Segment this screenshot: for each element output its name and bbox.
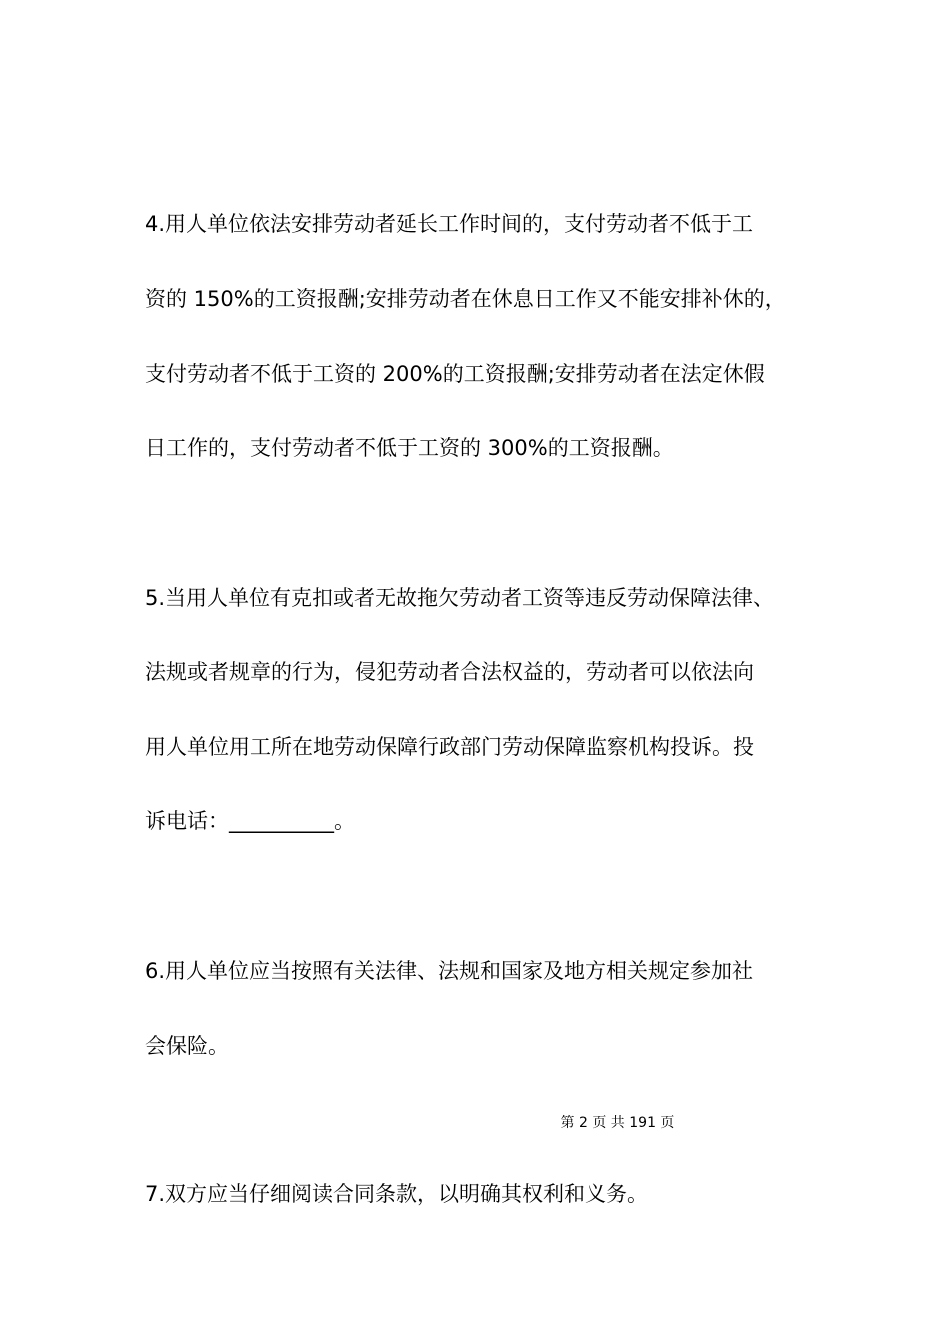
- paragraph-line: 4.用人单位依法安排劳动者延长工作时间的，支付劳动者不低于工: [145, 212, 754, 236]
- paragraph-line: 日工作的，支付劳动者不低于工资的 300%的工资报酬。: [145, 436, 674, 460]
- paragraph-line: 用人单位用工所在地劳动保障行政部门劳动保障监察机构投诉。投: [145, 735, 754, 759]
- paragraph-line: 7.双方应当仔细阅读合同条款，以明确其权利和义务。: [145, 1182, 649, 1206]
- paragraph-line: 法规或者规章的行为，侵犯劳动者合法权益的，劳动者可以依法向: [145, 660, 754, 684]
- paragraph-line: 会保险。: [145, 1034, 229, 1058]
- paragraph-line: 6.用人单位应当按照有关法律、法规和国家及地方相关规定参加社: [145, 959, 754, 983]
- paragraph-line: 5.当用人单位有克扣或者无故拖欠劳动者工资等违反劳动保障法律、: [145, 586, 775, 610]
- paragraph-line: 支付劳动者不低于工资的 200%的工资报酬;安排劳动者在法定休假: [145, 362, 765, 386]
- page-number-footer: 第 2 页 共 191 页: [560, 1115, 675, 1131]
- paragraph-line: 资的 150%的工资报酬;安排劳动者在休息日工作又不能安排补休的，: [145, 287, 786, 311]
- paragraph-line: 诉电话：__________。: [145, 809, 355, 833]
